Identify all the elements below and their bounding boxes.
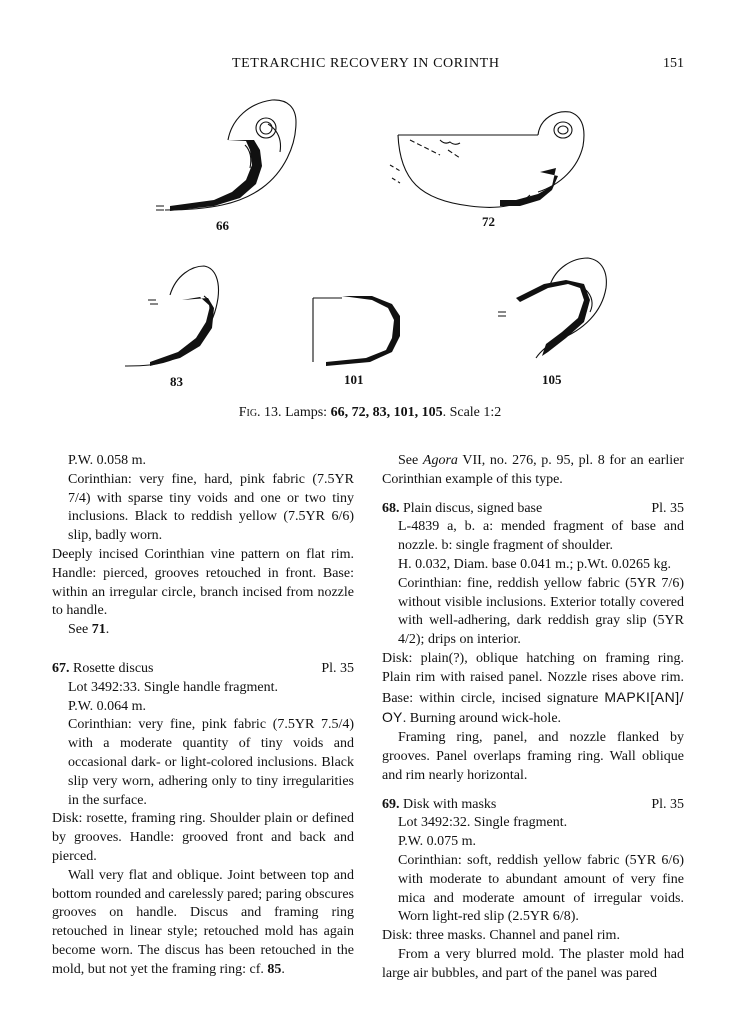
entry-68-heading (382, 500, 684, 519)
entry-69-title: Disk with masks (403, 796, 497, 812)
lamp-66-drawing (156, 100, 296, 210)
description-66: Deeply incised Corinthian vine pattern on flat rim. Handle: pierced, grooves retouched in front. Base: within an irregular circle, branch incised from nozzle to handle. (52, 546, 354, 619)
entry-68-disk-post: . Burning around wick-hole. (402, 711, 562, 727)
entry-67-wall (52, 867, 354, 980)
right-column (382, 452, 684, 984)
entry-68-framing: Framing ring, panel, and nozzle flanked by grooves. Panel overlaps framing ring. Wall oblique and rim nearly horizontal. (382, 730, 684, 783)
entry-67-number: 67. (52, 660, 70, 676)
page-number: 151 (663, 56, 684, 71)
pw-66: P.W. 0.058 m. (68, 453, 147, 468)
entry-69-plate: Pl. 35 (651, 796, 684, 812)
figure-label-105: 105 (542, 372, 562, 387)
figure-label-101: 101 (344, 372, 364, 387)
entry-69-fabric: Corinthian: soft, reddish yellow fabric (5YR 6/6) with moderate to abundant amount of very fine mica and moderate amount of irregular voids. Worn light-red slip (2.5YR 6/8). (398, 852, 684, 925)
entry-69-disk: Disk: three masks. Channel and panel rim. (382, 928, 620, 944)
running-head (0, 56, 740, 78)
entry-68-title-group (382, 500, 542, 519)
figure-label-83: 83 (170, 374, 183, 389)
entry-67-disk: Disk: rosette, framing ring. Shoulder plain or defined by grooves. Handle: grooved front and back and pierced. (52, 811, 354, 864)
left-column (52, 452, 354, 980)
entry-67-wall-ref[interactable]: 85 (267, 961, 282, 977)
entry-68-dimensions: H. 0.032, Diam. base 0.041 m.; p.Wt. 0.0265 kg. (398, 556, 671, 572)
entry-68-title: Plain discus, signed base (403, 500, 543, 516)
spacer (382, 786, 684, 796)
agora-pre: See (398, 453, 419, 468)
entry-67-fabric: Corinthian: very fine, pink fabric (7.5YR 7.5/4) with a moderate quantity of tiny voids and occasional dark- or light-colored inclusions. Black slip very worn, adhering only to tiny irregularities in the surface. (68, 717, 354, 808)
entry-69-title-group (382, 796, 496, 815)
lamp-72-drawing (390, 112, 584, 208)
spacer (382, 490, 684, 500)
see-end: . (105, 622, 110, 638)
lamp-83-drawing (125, 266, 218, 366)
entry-67-wall-text: Wall very flat and oblique. Joint between top and bottom rounded and carelessly pared; paring obscures grooves on handle. Discus and framing ring retouched in linear style; retouched mold has again become worn. The discus has been retouched in the mold, but not yet the framing ring: cf. (52, 867, 354, 977)
entry-69-pw: P.W. 0.075 m. (398, 834, 477, 850)
entry-67-wall-end: . (281, 961, 285, 977)
entry-67-pw: P.W. 0.064 m. (68, 698, 147, 714)
entry-68-signature: ΜΑΡΚΙ[ΑΝ]/ΟΥ (382, 688, 684, 726)
entry-69-number: 69. (382, 796, 400, 812)
see-ref-link[interactable]: 71 (91, 622, 106, 638)
entry-67-title-group (52, 660, 154, 679)
entry-67-plate: Pl. 35 (321, 660, 354, 676)
entry-67-lot: Lot 3492:33. Single handle fragment. (68, 679, 278, 695)
caption-label: Lamps: (285, 405, 328, 420)
agora-reference (382, 452, 684, 490)
entry-69-heading (382, 796, 684, 815)
agora-post: VII, no. 276, p. 95, pl. 8 for an earlier Corinthian example of this type. (382, 453, 685, 487)
caption-refs: 66, 72, 83, 101, 105 (330, 405, 443, 420)
running-title: TETRARCHIC RECOVERY IN CORINTH (232, 56, 500, 71)
spacer (52, 640, 354, 660)
lamp-profile-drawings (0, 90, 740, 395)
caption-scale: . Scale 1:2 (442, 405, 502, 420)
agora-title: Agora (422, 453, 458, 468)
figure-label-66: 66 (216, 218, 229, 233)
see-label: See (68, 622, 89, 638)
lamp-101-drawing (313, 298, 342, 362)
entry-68-number: 68. (382, 500, 400, 516)
entry-69-lot: Lot 3492:32. Single fragment. (398, 815, 568, 831)
entry-68-disk (382, 650, 684, 729)
entry-68-disk-pre: Disk: plain(?), oblique hatching on framing ring. Plain rim with raised panel. Nozzle rises above rim. Base: within circle, incised signature (382, 650, 684, 706)
figure-lamp-profiles (0, 90, 740, 395)
fabric-66: Corinthian: very fine, hard, pink fabric (7.5YR 7/4) with sparse tiny voids and one or two tiny inclusions. Black to reddish yellow (7.5YR 6/6) slip, badly worn. (68, 471, 354, 544)
entry-69-mold: From a very blurred mold. The plaster mold had large air bubbles, and part of the panel was pared (382, 946, 684, 981)
see-reference (52, 621, 354, 640)
figure-label-72: 72 (482, 214, 495, 229)
entry-67-heading (52, 660, 354, 679)
entry-68-inventory: L-4839 a, b. a: mended fragment of base and nozzle. b: single fragment of shoulder. (398, 519, 684, 554)
entry-67-title: Rosette discus (73, 660, 154, 676)
entry-68-fabric: Corinthian: fine, reddish yellow fabric (5YR 7/6) without visible inclusions. Exterior totally covered with well-adhering, dark reddish gray slip (5YR 4/2); drips on interior. (398, 575, 684, 648)
caption-prefix: Fig. 13. (238, 405, 282, 420)
figure-caption (0, 405, 740, 421)
entry-68-plate: Pl. 35 (651, 500, 684, 516)
